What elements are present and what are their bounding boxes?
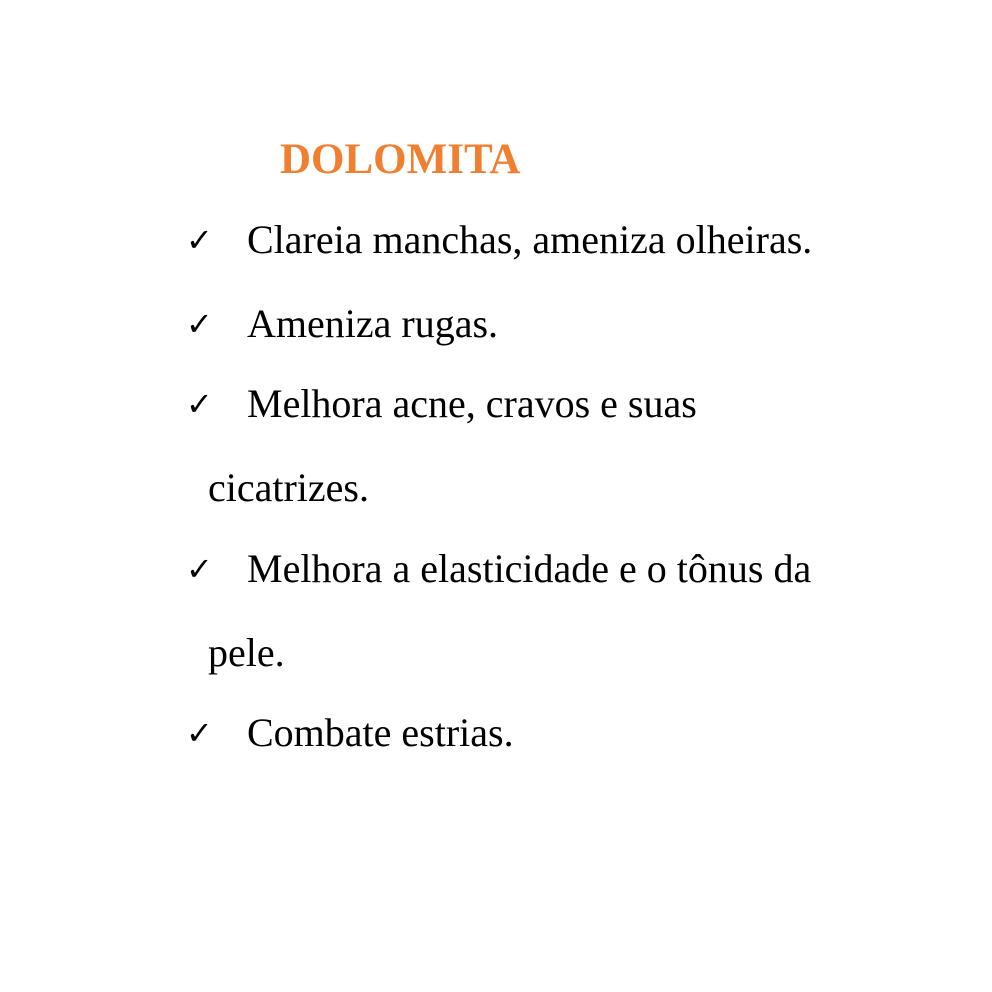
checkmark-icon: ✓ (186, 385, 213, 423)
list-item-text: Melhora a elasticidade e o tônus da (247, 546, 812, 591)
list-item-text: Combate estrias. (247, 710, 514, 755)
checkmark-icon: ✓ (186, 714, 213, 752)
list-item-text: Melhora acne, cravos e suas (247, 381, 697, 426)
list-item-text-continued: cicatrizes. (208, 465, 369, 510)
list-item-text: Clareia manchas, ameniza olheiras. (247, 217, 813, 262)
checkmark-icon: ✓ (186, 221, 213, 259)
checkmark-icon: ✓ (186, 305, 213, 343)
list-item-text: Ameniza rugas. (247, 301, 499, 346)
document-title: DOLOMITA (280, 136, 521, 183)
checkmark-icon: ✓ (186, 550, 213, 588)
list-item-text-continued: pele. (208, 630, 285, 675)
